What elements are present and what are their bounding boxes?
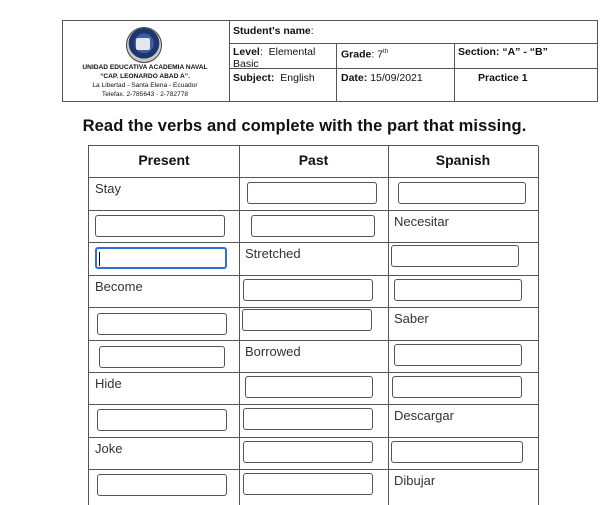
answer-input-past[interactable] bbox=[242, 309, 372, 331]
answer-input-spanish[interactable] bbox=[391, 245, 519, 267]
date-cell: Date: 15/09/2021 bbox=[341, 72, 423, 84]
given-word-spanish: Saber bbox=[394, 311, 429, 326]
answer-input-spanish[interactable] bbox=[394, 344, 522, 366]
instructions-title: Read the verbs and complete with the part that missing. bbox=[82, 117, 527, 135]
answer-input-present[interactable] bbox=[95, 215, 225, 237]
answer-input-past[interactable] bbox=[251, 215, 375, 237]
given-word-spanish: Dibujar bbox=[394, 473, 436, 488]
given-word-spanish: Descargar bbox=[394, 408, 454, 423]
subject-cell: Subject: English bbox=[233, 72, 315, 84]
grade-cell: Grade: 7th bbox=[341, 48, 389, 61]
header-table bbox=[62, 20, 598, 102]
answer-input-present[interactable] bbox=[97, 313, 227, 335]
given-word-past: Stretched bbox=[245, 246, 301, 261]
answer-input-present[interactable] bbox=[99, 346, 225, 368]
answer-input-past[interactable] bbox=[247, 182, 377, 204]
answer-input-present[interactable] bbox=[97, 409, 227, 431]
given-word-present: Stay bbox=[95, 181, 122, 196]
column-header-spanish: Spanish bbox=[435, 152, 491, 168]
answer-input-past[interactable] bbox=[243, 441, 373, 463]
school-name: UNIDAD EDUCATIVA ACADEMIA NAVAL bbox=[82, 64, 208, 71]
answer-input-past[interactable] bbox=[245, 376, 373, 398]
section-cell: Section: “A” - “B” bbox=[458, 46, 548, 58]
answer-input-past[interactable] bbox=[243, 473, 373, 495]
text-cursor bbox=[99, 252, 100, 266]
answer-input-present[interactable] bbox=[97, 474, 227, 496]
column-header-present: Present bbox=[138, 152, 190, 168]
student-name-field[interactable]: Student's name: bbox=[233, 25, 314, 37]
practice-cell: Practice 1 bbox=[478, 72, 528, 84]
answer-input-spanish[interactable] bbox=[394, 279, 522, 301]
school-captain: “CAP. LEONARDO ABAD A”. bbox=[100, 73, 190, 80]
school-logo-icon bbox=[126, 27, 162, 63]
column-header-past: Past bbox=[298, 152, 329, 168]
answer-input-spanish[interactable] bbox=[398, 182, 526, 204]
school-phone: Telefax. 2-785643 - 2-782778 bbox=[101, 91, 189, 98]
given-word-present: Become bbox=[95, 279, 143, 294]
answer-input-past[interactable] bbox=[243, 408, 373, 430]
given-word-spanish: Necesitar bbox=[394, 214, 449, 229]
verbs-table bbox=[88, 145, 538, 505]
given-word-present: Joke bbox=[95, 441, 123, 456]
given-word-present: Hide bbox=[95, 376, 122, 391]
given-word-past: Borrowed bbox=[245, 344, 301, 359]
school-address: La Libertad - Santa Elena - Ecuador bbox=[92, 82, 198, 89]
level-cell: Level: Elemental Basic bbox=[233, 46, 316, 70]
answer-input-spanish[interactable] bbox=[391, 441, 523, 463]
answer-input-spanish[interactable] bbox=[392, 376, 522, 398]
answer-input-present[interactable] bbox=[95, 247, 227, 269]
answer-input-past[interactable] bbox=[243, 279, 373, 301]
